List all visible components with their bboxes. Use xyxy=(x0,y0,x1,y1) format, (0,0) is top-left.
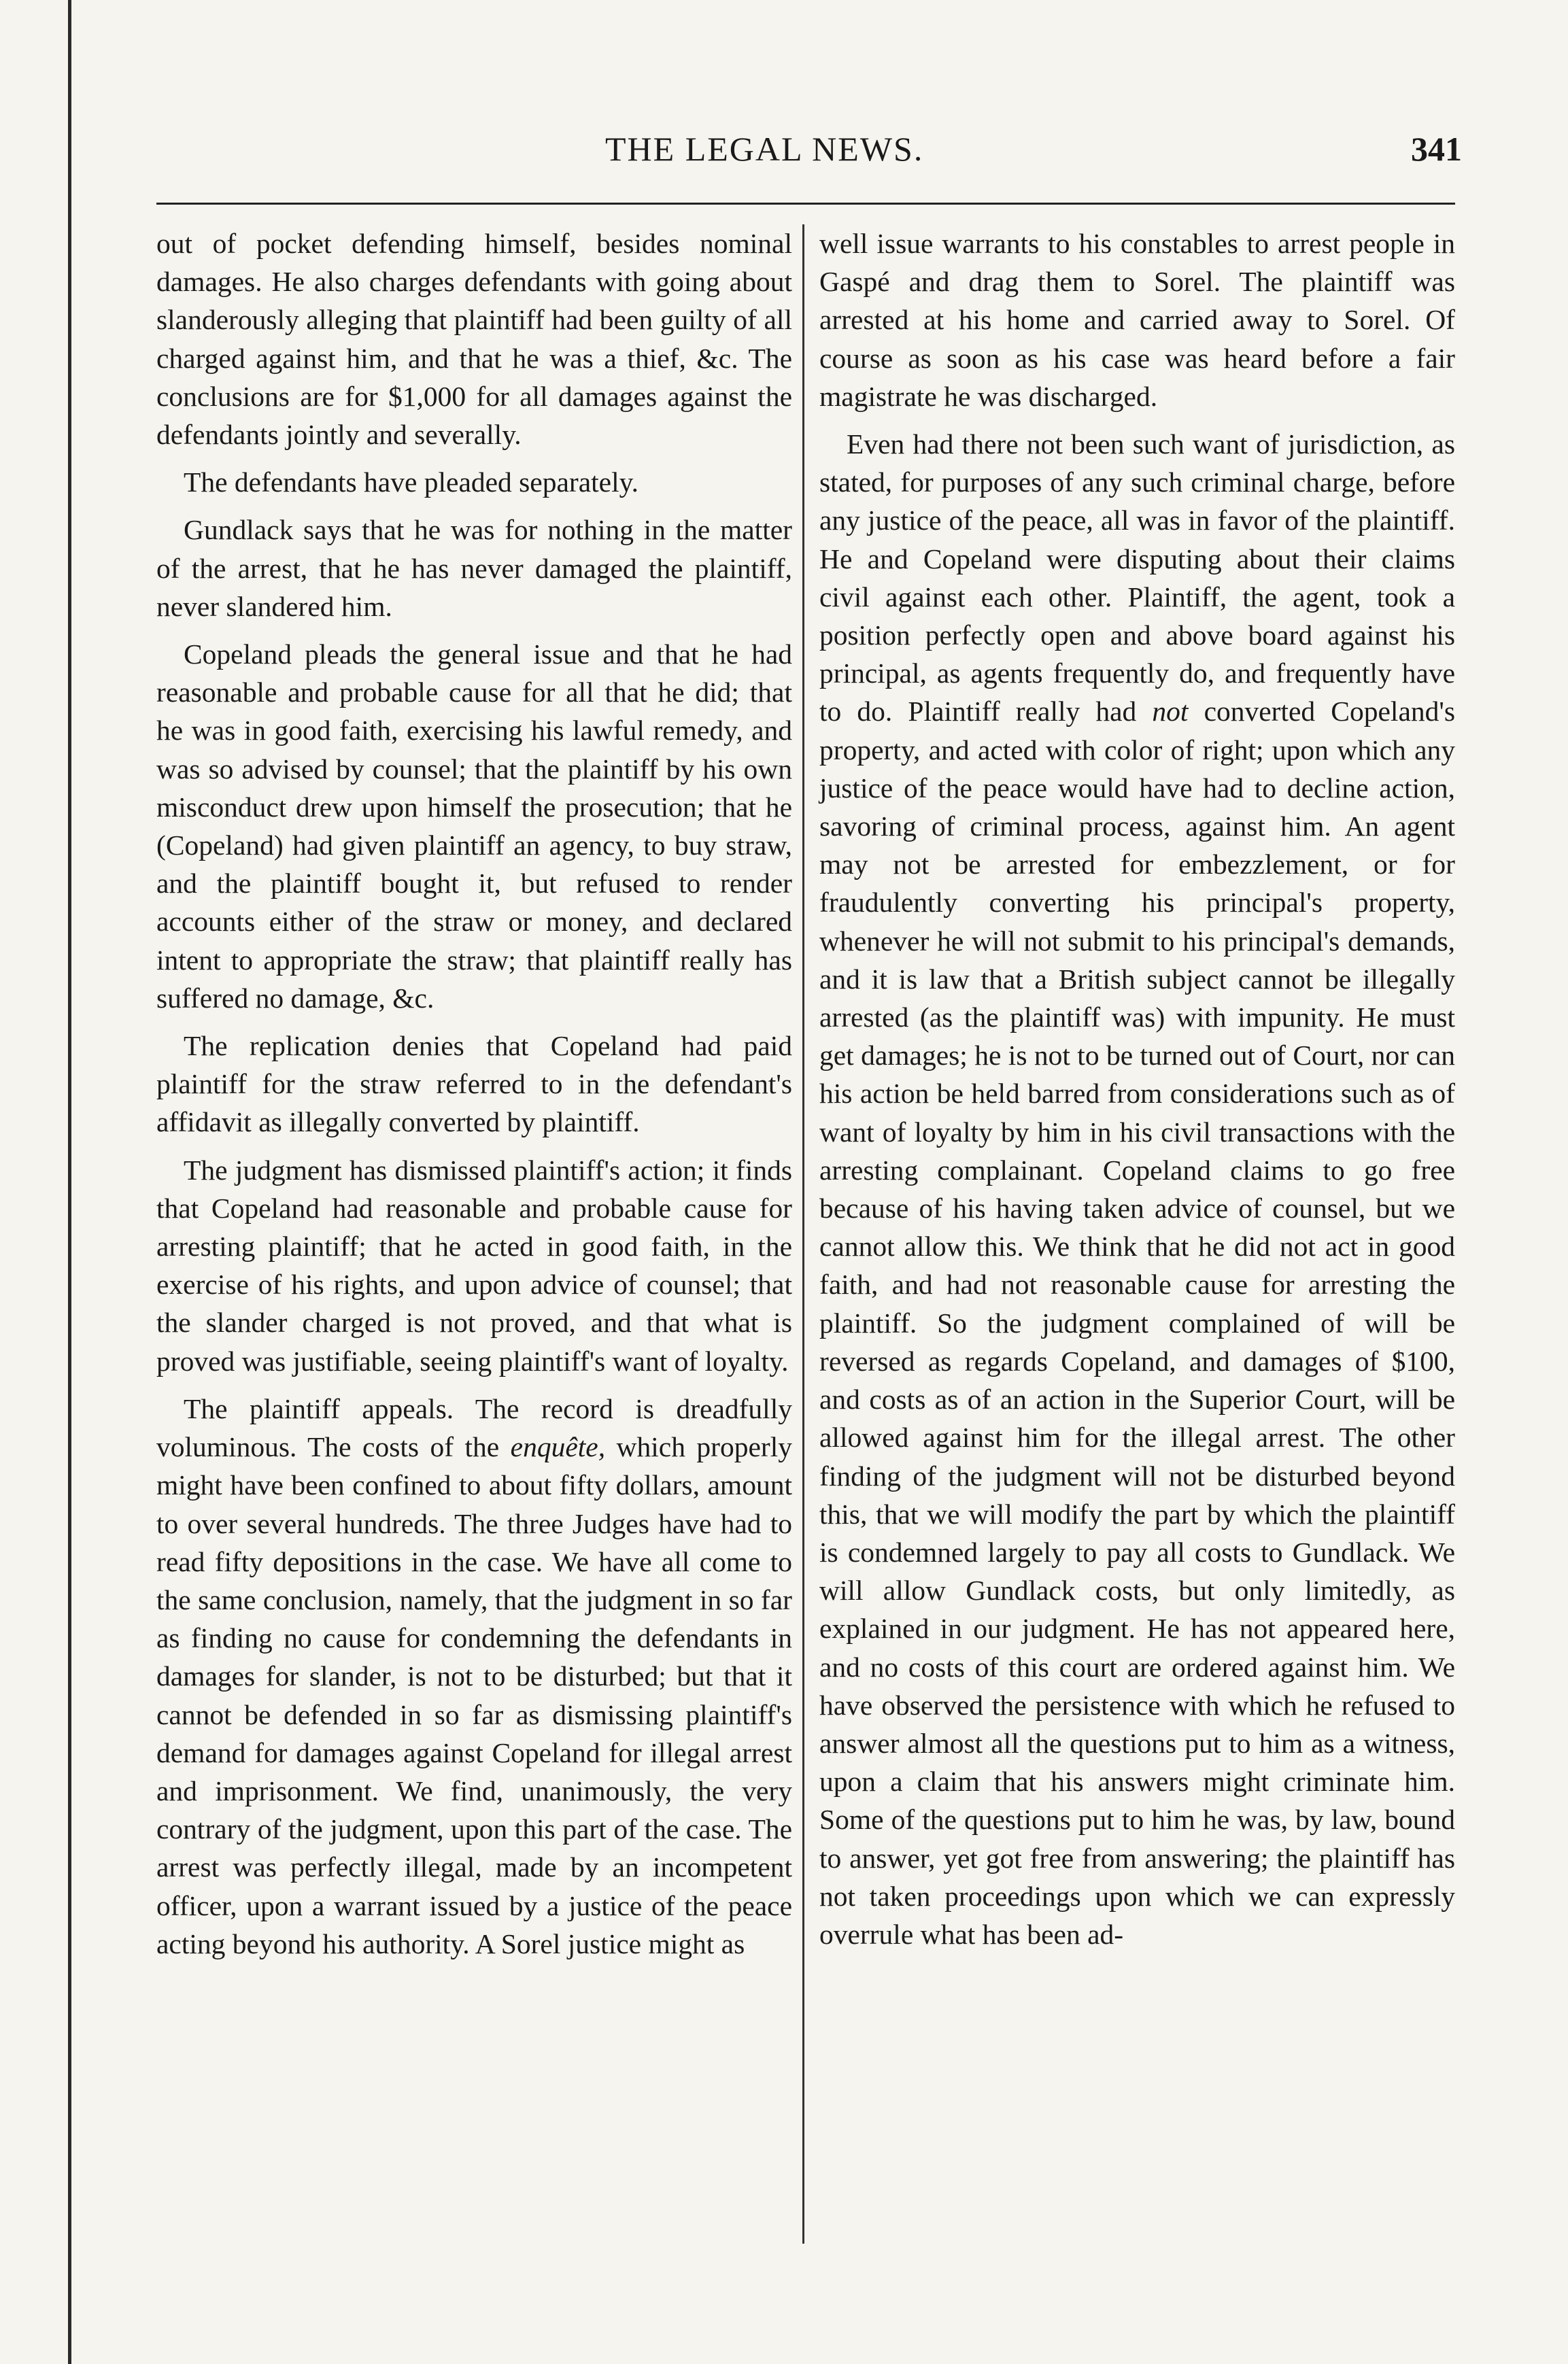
text-run: Even had there not been such want of jurisdiction, as stated, for purposes of any such criminal charge, before any justice of the peace, all was in favor of the plaintiff. He and Copeland were disputing about their claims civil against each other. Plaintiff, the agent, took a position perfectly open and above board against his principal, as agents frequently do, and frequently have to do. Plaintiff really had xyxy=(819,428,1455,727)
italic-term: not xyxy=(1152,696,1189,727)
paragraph: The defendants have pleaded separately. xyxy=(184,466,639,498)
column-divider xyxy=(802,224,804,2244)
paragraph: Gundlack says that he was for nothing in the matter of the arrest, that he has never damaged the plaintiff, never slandered him. xyxy=(156,514,792,622)
paragraph xyxy=(156,1390,792,1963)
text-run: which properly might have been confined to about fifty dollars, amount to over several hundreds. The three Judges have had to read fifty depositions in the case. We have all come to the same conclusion, namely, that the judgment in so far as finding no cause for condemning the defendants in damages for slander, is not to be disturbed; but that it cannot be defended in so far as dismissing plaintiff's demand for damages against Copeland for illegal arrest and imprisonment. We find, unanimously, the very contrary of the judgment, upon this part of the case. The arrest was perfectly illegal, made by an incompetent officer, upon a warrant issued by a justice of the peace acting beyond his authority. A Sorel justice might as xyxy=(156,1431,793,1959)
page-header xyxy=(156,129,1462,190)
binding-edge xyxy=(68,0,71,2364)
paragraph: well issue warrants to his constables to arrest people in Gaspé and drag them to Sorel. The plaintiff was arrested at his home and carried away to Sorel. Of course as soon as his case was heard before a fair magistrate he was discharged. xyxy=(819,228,1455,412)
text-run: The plaintiff appeals. The record is dreadfully voluminous. The costs of the xyxy=(156,1392,792,1463)
paragraph: out of pocket defending himself, besides nominal damages. He also charges defendants with going about slanderously alleging that plaintiff had been guilty of all charged against him, and that he was a thief, &c. The conclusions are for $1,000 for all damages against the defendants jointly and severally. xyxy=(156,228,792,451)
running-title: THE LEGAL NEWS. xyxy=(605,130,924,168)
paragraph: The judgment has dismissed plaintiff's action; it finds that Copeland had reasonable and probable cause for arresting plaintiff; that he acted in good faith, in the exercise of his rights, and upon advice of counsel; that the slander charged is not proved, and that what is proved was justifiable, seeing plaintiff's want of loyalty. xyxy=(156,1154,792,1377)
right-column xyxy=(819,224,1455,1963)
header-rule xyxy=(156,203,1455,205)
paragraph xyxy=(819,425,1455,1953)
paragraph: The replication denies that Copeland had paid plaintiff for the straw referred to in the defendant's affidavit as illegally converted by plaintiff. xyxy=(156,1030,792,1138)
paragraph: Copeland pleads the general issue and that he had reasonable and probable cause for all that he did; that he was in good faith, exercising his lawful remedy, and was so advised by counsel; that the plaintiff by his own misconduct drew upon himself the prosecution; that he (Copeland) had given plaintiff an agency, to buy straw, and the plaintiff bought it, but refused to render accounts either of the straw or money, and declared intent to appropriate the straw; that plaintiff really has suffered no damage, &c. xyxy=(156,638,792,1014)
left-column xyxy=(156,224,792,1972)
page-number: 341 xyxy=(1411,130,1462,168)
italic-term: enquête, xyxy=(510,1431,606,1463)
text-run: converted Copeland's property, and acted with color of right; upon which any justice of the peace would have had to decline action, savoring of criminal process, against him. An agent may not be arrested for embezzlement, or for fraudulently converting his principal's property, whenever he will not submit to his principal's demands, and it is law that a British subject cannot be illegally arrested (as the plaintiff was) with impunity. He must get damages; he is not to be turned out of Court, nor can his action be held barred from considerations such as of want of loyalty by him in his civil transactions with the arresting complainant. Copeland claims to go free because of his having taken advice of counsel, but we cannot allow this. We think that he did not act in good faith, and had not reasonable cause for arresting the plaintiff. So the judgment complained of will be reversed as regards Copeland, and damages of $100, and costs as of an action in the Superior Court, will be allowed against him for the illegal arrest. The other finding of the judgment will not be disturbed beyond this, that we will modify the part by which the plaintiff is condemned largely to pay all costs to Gundlack. We will allow Gundlack costs, but only limitedly, as explained in our judgment. He has not appeared here, and no costs of this court are ordered against him. We have observed the persistence with which he refused to answer almost all the questions put to him as a witness, upon a claim that his answers might criminate him. Some of the questions put to him he was, by law, bound to answer, yet got free from answering; the plaintiff has not taken proceedings upon which we can expressly overrule what has been ad- xyxy=(819,696,1455,1950)
